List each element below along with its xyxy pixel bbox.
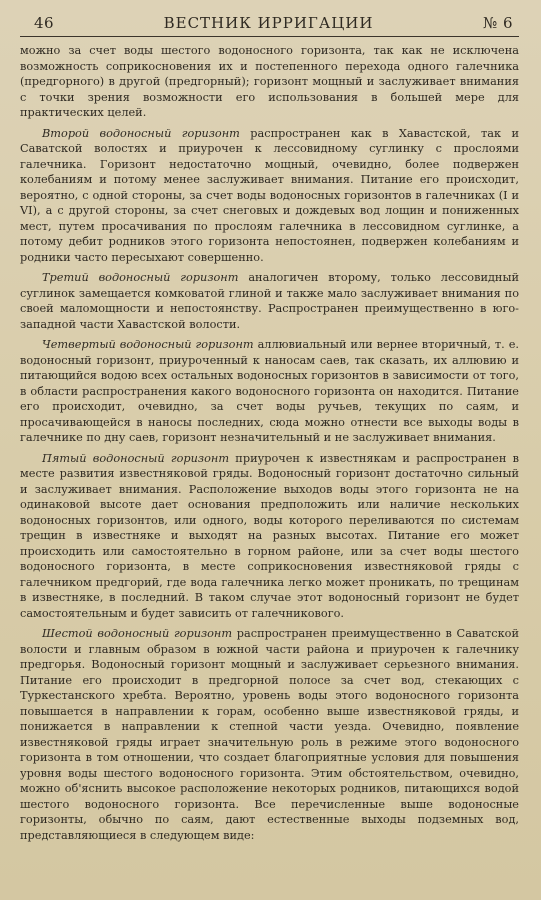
paragraph-text: распространен преимущественно в Саватской волости и главным образом в южной части района и приурочен к галечнику предгорья. Водоносный горизонт мощный и заслуживает серьезного внимания. Питание его происходит в предгорной полосе за счет вод, стекающих с Туркестанского хребта. Вероятно, уровень воды этого водоносного горизонта повышается в направлении к горам, особенно выше известняковой гряды, и понижается в направлении к степной части уезда. Очевидно, появление известняковой гряды играет значительную роль в режиме этого водоносного горизонта в том отношении, что создает благоприятные условия для повышения уровня воды шестого водоносного горизонта. Этим обстоятельством, очевидно, можно об'яснить высокое расположение некоторых родников, питающихся водой шестого водоносного горизонта. Все перечисленные выше водоносные горизонты, обычно по саям, дают естественные выходы подземных вод, представляющиеся в следующем виде: bbox=[20, 627, 519, 842]
paragraph-text: аналогичен второму, только лессовидный суглинок замещается комковатой глиной и также мало заслуживает внимания по своей маломощности и непостоянству. Распространен преимущественно в юго-западной части Хавастской волости. bbox=[20, 271, 519, 331]
paragraph-heading: Третий водоносный горизонт bbox=[42, 271, 239, 284]
paragraph-continued bbox=[20, 43, 519, 121]
paragraph-heading: Шестой водоносный горизонт bbox=[42, 627, 233, 640]
paragraph-fifth-horizon bbox=[20, 451, 519, 622]
article-body bbox=[20, 43, 519, 843]
paragraph-heading: Четвертый водоносный горизонт bbox=[42, 338, 254, 351]
paragraph-text: можно за счет воды шестого водоносного горизонта, так как не исключена возможность соприкосновения их и постепенного перехода одного галечника (предгорного) в другой (предгорный); горизонт мощный и заслуживает внимания с точки зрения возможности его использования в большей мере для практических целей. bbox=[20, 44, 519, 119]
page-header bbox=[20, 14, 519, 37]
paragraph-text: аллювиальный или вернее вторичный, т. е. водоносный горизонт, приуроченный к наносам саев, так сказать, их аллювию и питающийся водою всех остальных водоносных горизонтов в зависимости от того, в области распространения какого водоносного горизонта он находится. Питание его происходит, очевидно, за счет воды ручьев, текущих по саям, и просачивающейся в наносы последних, сюда можно отнести все выходы воды в галечнике по дну саев, горизонт незначительный и не заслуживает внимания. bbox=[20, 338, 519, 444]
paragraph-heading: Второй водоносный горизонт bbox=[42, 126, 240, 140]
issue-number: № 6 bbox=[482, 14, 513, 32]
paragraph-sixth-horizon bbox=[20, 626, 519, 843]
paragraph-heading: Пятый водоносный горизонт bbox=[42, 451, 230, 465]
page-number: 46 bbox=[34, 14, 55, 32]
paragraph-second-horizon bbox=[20, 126, 519, 266]
paragraph-text: распространен как в Хавастской, так и Саватской волостях и приурочен к лессовидному суглинку с прослоями галечника. Горизонт недостаточно мощный, очевидно, более подвержен колебаниям и потому менее заслуживает внимания. Питание его происходит, вероятно, с одной стороны, за счет воды водоносных горизонтов в галечниках (I и VI), а с другой стороны, за счет снеговых и дождевых вод лощин и пониженных мест, путем просачивания по прослоям галечника в лессовидном суглинке, а потому дебит родников этого горизонта непостоянен, подвержен колебаниям и родники часто пересыхают совершенно. bbox=[20, 126, 519, 264]
paragraph-fourth-horizon bbox=[20, 337, 519, 446]
paragraph-text: приурочен к известнякам и распространен в месте развития известняковой гряды. Водоносный горизонт достаточно сильный и заслуживает внимания. Расположение выходов воды этого горизонта не на одинаковой высоте дает основания предположить или наличие нескольких водоносных горизонтов, или одного, воды которого переливаются по системам трещин в известняке и выходят на разных высотах. Питание его может происходить или самостоятельно в горном районе, или за счет воды шестого водоносного горизонта, в месте соприкосновения известняковой гряды с галечником предгорий, где вода галечника легко может проникать, по трещинам в известняке, в последний. В таком случае этот водоносный горизонт не будет самостоятельным и будет зависить от галечникового. bbox=[20, 451, 519, 620]
journal-title: ВЕСТНИК ИРРИГАЦИИ bbox=[163, 14, 374, 32]
paragraph-third-horizon bbox=[20, 270, 519, 332]
